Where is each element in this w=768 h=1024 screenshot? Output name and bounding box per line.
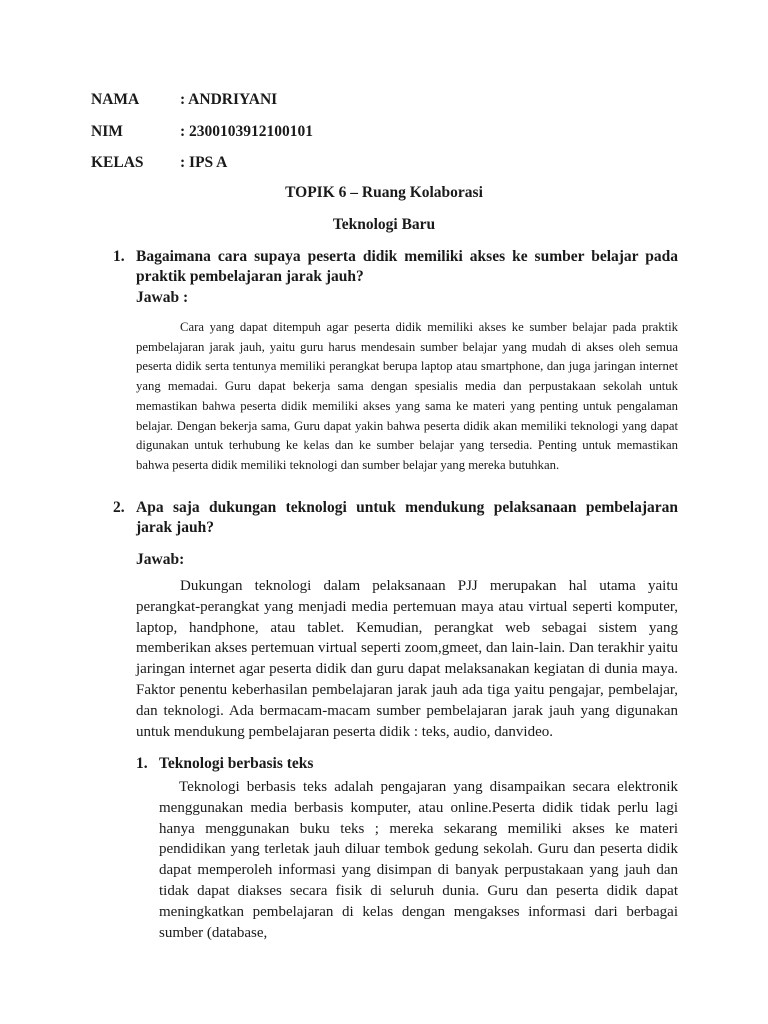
nim-value: : 2300103912100101: [180, 123, 314, 140]
subsection-1-text: Teknologi berbasis teks adalah pengajaran yang disampaikan secara elektronik menggunakan media berbasis komputer, atau online.Peserta didik tidak perlu lagi hanya menggunakan buku teks ; mereka sekarang memiliki akses ke materi pendidikan yang terletak jauh diluar tembok gedung sekolah. Guru dan peserta didik dapat memperoleh informasi yang disimpan di banyak perpustakaan yang jauh dan tidak dapat diakses secara fisik di seluruh dunia. Guru dan peserta didik dapat meningkatkan pembelajaran di kelas dengan mengakses informasi dari berbagai sumber (database,: [159, 779, 678, 941]
question-1-number: 1.: [113, 248, 125, 265]
kelas-label: KELAS: [91, 154, 144, 171]
question-1-answer: Cara yang dapat ditempuh agar peserta didik memiliki akses ke sumber belajar pada praktik pembelajaran jarak jauh, yaitu guru harus mendesain sumber belajar yang mudah di akses oleh semua peserta didik serta tentunya memiliki perangkat berupa laptop atau smartphone, dan juga jaringan internet yang memadai. Guru dapat bekerja sama dengan spesialis media dan perpustakaan sekolah untuk memastikan bahwa peserta didik memiliki akses yang sama ke materi yang penting untuk pengalaman belajar. Dengan bekerja sama, Guru dapat yakin bahwa peserta didik akan memiliki teknologi yang dapat digunakan untuk terhubung ke kelas dan ke sumber belajar yang tersedia. Penting untuk memastikan bahwa peserta didik memiliki teknologi dan sumber belajar yang mereka butuhkan.: [136, 320, 678, 472]
nim-label: NIM: [91, 123, 123, 140]
nama-value: : ANDRIYANI: [180, 91, 278, 108]
document-subtitle: Teknologi Baru: [332, 216, 436, 233]
question-1-text: Bagaimana cara supaya peserta didik memiliki akses ke sumber belajar pada praktik pembelajaran jarak jauh?: [136, 248, 678, 285]
question-2-number: 2.: [113, 499, 125, 516]
question-1: [115, 247, 678, 287]
nim-row: [91, 123, 313, 141]
subsection-1-heading: Teknologi berbasis teks: [159, 755, 314, 772]
nama-label: NAMA: [91, 91, 140, 108]
question-2-jawab-label: Jawab:: [136, 551, 185, 568]
question-1-jawab-label: Jawab :: [136, 289, 189, 306]
document-title: TOPIK 6 – Ruang Kolaborasi: [285, 184, 483, 201]
kelas-row: [91, 154, 227, 172]
nama-row: [91, 91, 277, 109]
question-2-answer: Dukungan teknologi dalam pelaksanaan PJJ merupakan hal utama yaitu perangkat-perangkat yang menjadi media pertemuan maya atau virtual seperti komputer, laptop, handphone, atau tablet. Kemudian, perangkat web sebagai sistem yang memberikan akses pertemuan virtual seperti zoom,gmeet, dan lain-lain. Dan terakhir yaitu jaringan internet agar peserta didik dan guru dapat melaksanakan kegiatan di dunia maya. Faktor penentu keberhasilan pembelajaran jarak jauh ada tiga yaitu pengajar, pembelajar, dan teknologi. Ada bermacam-macam sumber pembelajaran jarak jauh yang digunakan untuk mendukung pembelajaran peserta didik : teks, audio, danvideo.: [136, 578, 678, 740]
kelas-value: : IPS A: [180, 154, 228, 171]
subsection-1-number: 1.: [136, 755, 148, 772]
subsection-1-heading-row: [136, 755, 313, 773]
question-2: [115, 498, 678, 538]
question-2-text: Apa saja dukungan teknologi untuk mendukung pelaksanaan pembelajaran jarak jauh?: [136, 499, 678, 536]
